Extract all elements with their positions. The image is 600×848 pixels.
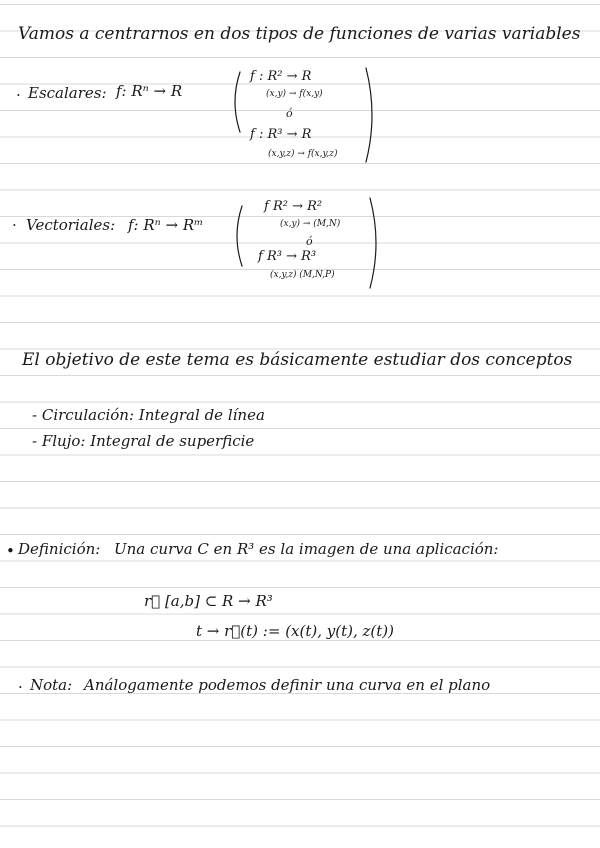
vectoriales-case1-sub: (x,y) → (M,N) [280,219,341,229]
escalares-label: Escalares: [28,84,107,102]
objective-text: El objetivo de este tema es básicamente estudiar dos conceptos [22,350,573,370]
escalares-left-bracket [228,70,242,134]
vectoriales-left-bracket [230,204,244,268]
vectoriales-case2-map: f R³ → R³ [258,249,317,264]
vectoriales-case2-sub: (x,y,z) (M,N,P) [270,270,335,280]
escalares-or: ó [286,107,293,120]
definition-label: Definición: [18,540,101,558]
definition-text: Una curva C en R³ es la imagen de una aplicación: [114,540,499,558]
note-label: Nota: [30,676,73,694]
definition-formula-domain: r⃗ [a,b] ⊂ R → R³ [144,592,273,610]
escalares-case2-map: f : R³ → R [250,127,312,142]
vectoriales-label: Vectoriales: [26,216,116,234]
vectoriales-bullet: · [12,216,17,234]
escalares-case1-sub: (x,y) → f(x,y) [266,89,323,99]
escalares-definition: f: Rⁿ → R [116,82,183,100]
vectoriales-right-bracket [368,196,382,290]
note-text: Análogamente podemos definir una curva en el plano [84,676,491,694]
objective-item-circulacion: - Circulación: Integral de línea [32,406,265,424]
escalares-case1-map: f : R² → R [250,69,312,84]
note-bullet: · [18,678,23,696]
objective-item-flujo: - Flujo: Integral de superficie [32,432,255,450]
escalares-bullet: · [16,86,21,104]
vectoriales-case1-map: f R² → R² [264,199,323,214]
vectoriales-or: ó [306,235,313,248]
definition-bullet: • [6,542,15,560]
escalares-case2-sub: (x,y,z) → f(x,y,z) [268,149,338,159]
escalares-right-bracket [364,66,378,164]
definition-formula-components: t → r⃗(t) := (x(t), y(t), z(t)) [196,622,395,640]
vectoriales-definition: f: Rⁿ → Rᵐ [128,216,204,234]
header-text: Vamos a centrarnos en dos tipos de funciones de varias variables [18,24,581,44]
